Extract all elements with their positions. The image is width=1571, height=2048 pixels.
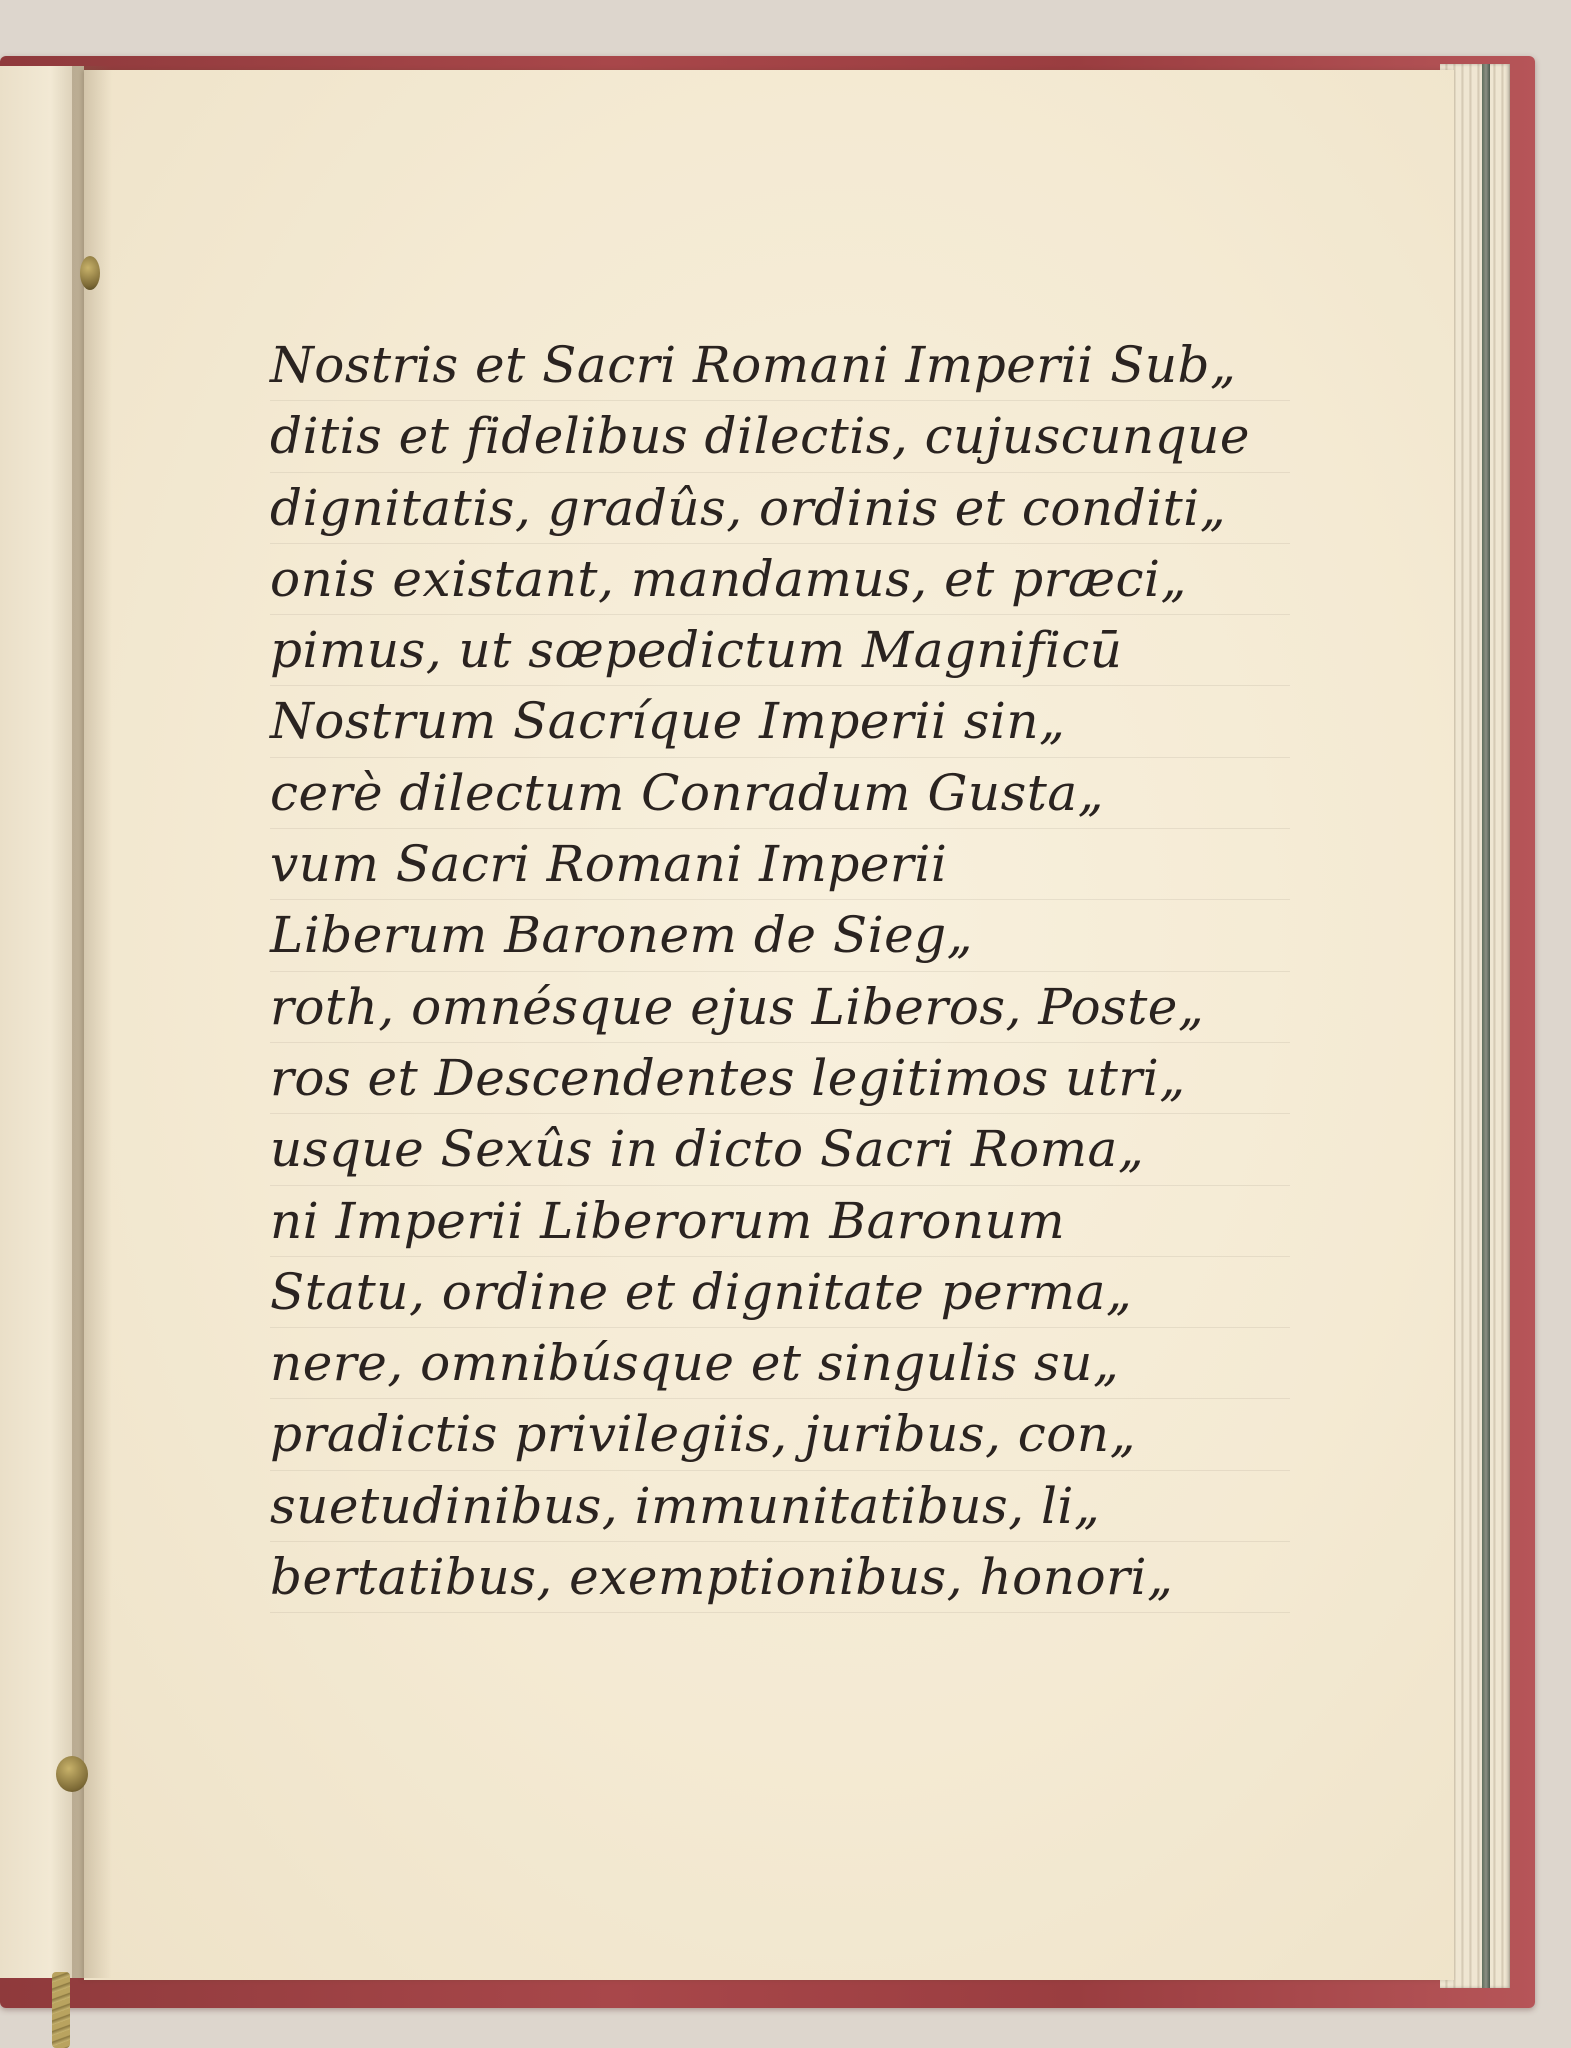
binding-cord-knot	[80, 256, 100, 290]
page-stack-shadow	[1482, 64, 1490, 1988]
binding-cord-knot	[56, 1756, 88, 1792]
text-line: dignitatis, gradûs, ordinis et conditi„	[270, 473, 1290, 544]
text-line: roth, omnésque ejus Liberos, Poste„	[270, 972, 1290, 1043]
text-line: Nostris et Sacri Romani Imperii Sub„	[270, 330, 1290, 401]
text-line: nere, omnibúsque et singulis su„	[270, 1328, 1290, 1399]
book-gutter	[72, 66, 112, 1978]
text-line: usque Sexûs in dicto Sacri Roma„	[270, 1114, 1290, 1185]
text-line: ditis et fidelibus dilectis, cujuscunque	[270, 401, 1290, 472]
manuscript-text	[270, 330, 1290, 1607]
text-line: vum Sacri Romani Imperii	[270, 829, 1290, 900]
text-line: pimus, ut sœpedictum Magnificū	[270, 615, 1290, 686]
text-line: bertatibus, exemptionibus, honori„	[270, 1542, 1290, 1613]
text-line: onis existant, mandamus, et præci„	[270, 544, 1290, 615]
binding-cord-tail	[52, 1972, 70, 2048]
text-line: ros et Descendentes legitimos utri„	[270, 1043, 1290, 1114]
text-line: suetudinibus, immunitatibus, li„	[270, 1471, 1290, 1542]
text-line: ni Imperii Liberorum Baronum	[270, 1186, 1290, 1257]
text-line: cerè dilectum Conradum Gusta„	[270, 758, 1290, 829]
text-line: pradictis privilegiis, juribus, con„	[270, 1399, 1290, 1470]
text-line: Nostrum Sacríque Imperii sin„	[270, 686, 1290, 757]
text-line: Liberum Baronem de Sieg„	[270, 900, 1290, 971]
text-line: Statu, ordine et dignitate perma„	[270, 1257, 1290, 1328]
